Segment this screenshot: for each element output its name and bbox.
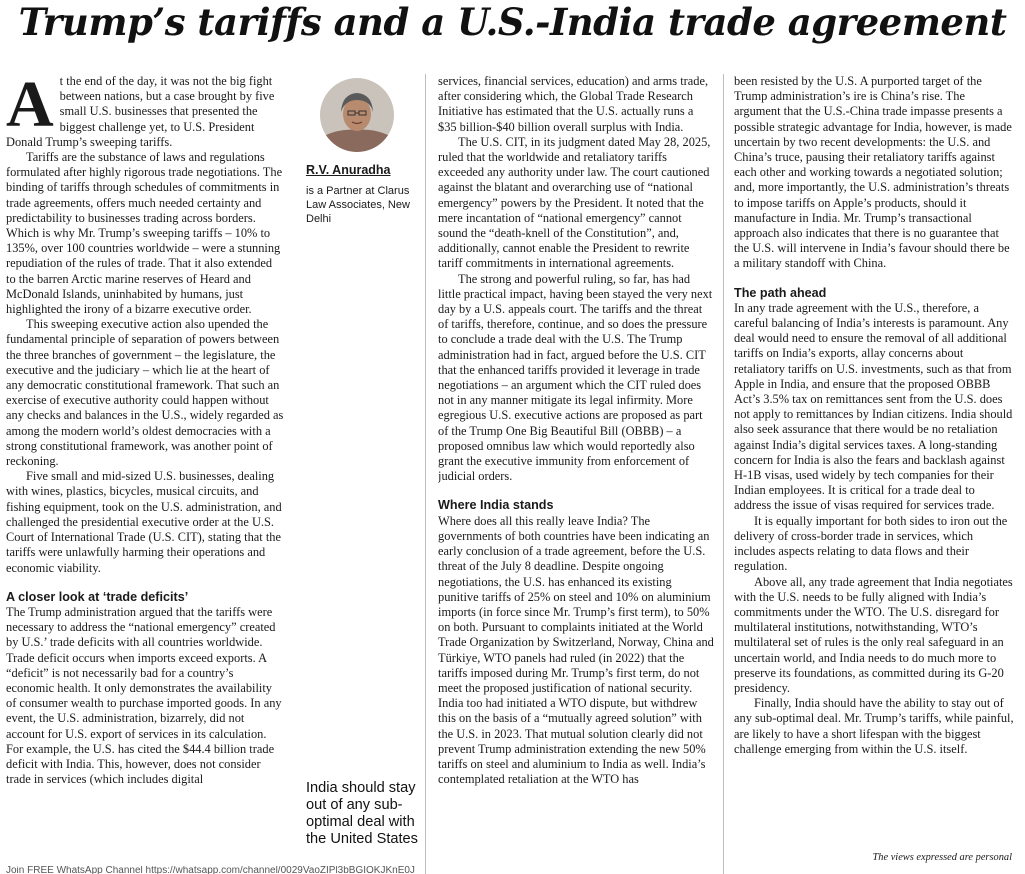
paragraph: The U.S. CIT, in its judgment dated May 28, 2025, ruled that the worldwide and retaliatory tariffs exceeded any authority under law. The court cautioned against the blatant and overarching use of “national emergency” powers by the President. It noted that the mere incantation of “national emergency” cannot sound the “death-knell of the Constitution”, and, additionally, cannot enable the President to rewrite tariff commitments in international agreements. (438, 134, 711, 271)
author-role: is a Partner at Clarus Law Associates, New Delhi (306, 185, 410, 225)
paragraph: It is equally important for both sides to iron out the delivery of cross-border trade in services, which includes aspects relating to data flows and their regulation. (734, 513, 1008, 574)
author-portrait (320, 78, 394, 152)
paragraph: In any trade agreement with the U.S., therefore, a careful balancing of India’s interests is paramount. Any deal would need to ensure the removal of all additional tariffs on India’s exports, allay concerns about retaliatory tariffs on U.S. investments, such as that from Apple in India, and ensure that the proposed OBBB Act’s 3.5% tax on remittances sent from the U.S. does not apply to remittances by Indian citizens. India should also seek assurance that there would be no retaliation against India’s digital services taxes. A long-standing concern for India is also the fears and backlash against H-1B visas, used widely by tech companies for their Indian employees. It is critical for a trade deal to address the issue of visas required for services trade. (734, 300, 1013, 513)
paragraph: Above all, any trade agreement that India negotiates with the U.S. needs to be fully aligned with India’s commitments under the WTO. The U.S. disregard for multilateral institutions, notwithstanding, WTO’s multilateral set of rules is the only real safeguard in an uncertain world, and India needs to do much more to preserve its foundations, as committed during its G-20 presidency. (734, 574, 1013, 695)
paragraph: Where does all this really leave India? The governments of both countries have been indicating an early conclusion of a trade agreement, before the U.S. threat of the July 8 deadline. Despite ongoing negotiations, the U.S. has enhanced its existing punitive tariffs of 25% on steel and 10% on aluminium imports (in force since Mr. Trump’s first term), to 50% on both. Pursuant to complaints initiated at the World Trade Organization by Switzerland, Norway, China and Türkiye, WTO panels had ruled (in 2022) that the tariffs imposed during Mr. Trump’s first term, do not meet the proposed justification of national security. India too had initiated a WTO dispute, but withdrew this on the basis of a “mutually agreed solution” with the U.S. in 2023. That mutual solution clearly did not prevent Trump administration extending the new 50% tariffs on steel and aluminium to India as well. India’s contemplated retaliation at the WTO has (438, 513, 714, 787)
paragraph: t the end of the day, it was not the big fight between nations, but a case brought by five small U.S. businesses that presented the biggest challenge yet, to U.S. President Donald Trump’s sweeping tariffs. (6, 74, 275, 149)
section-heading: A closer look at ‘trade deficits’ (6, 589, 189, 604)
headline: Trump’s tariffs and a U.S.-India trade agreement (18, 0, 1007, 44)
paragraph: Finally, India should have the ability to stay out of any sub-optimal deal. Mr. Trump’s tariffs, while painful, are likely to have a short lifespan with the biggest challenge emerging from within the U.S. itself. (734, 696, 1014, 756)
disclaimer-note: The views expressed are personal (872, 852, 1012, 863)
drop-cap: A (6, 74, 54, 141)
article-column-1 (6, 74, 284, 874)
article-column-3 (438, 74, 714, 874)
author-name: R.V. Anuradha (306, 163, 391, 177)
cropped-footer-link: Join FREE WhatsApp Channel https://whatsapp.com/channel/0029VaoZIPl3bBGIOKJKnE0J (6, 866, 415, 874)
column-divider (425, 74, 426, 874)
paragraph: services, financial services, education) and arms trade, after considering which, the Global Trade Research Initiative has estimated that the U.S. actually runs a $35 billion-$40 billion overall surplus with India. (438, 74, 709, 134)
paragraph: Tariffs are the substance of laws and regulations formulated after highly rigorous trade negotiations. The binding of tariffs through schedules of commitments in trade agreements, offers much needed certainty and predictability to businesses trading across borders. Which is why Mr. Trump’s sweeping tariffs – 10% to 135%, over 100 countries worldwide – were a stunning repudiation of the rules of trade. That it also extended to the barren Arctic marine reserves of Heard and McDonald Islands, uninhabited by humans, just highlighted the irony of a bizarre executive order. (6, 150, 283, 317)
article-column-4 (734, 74, 1014, 874)
paragraph: Five small and mid-sized U.S. businesses, dealing with wines, plastics, bicycles, musical circuits, and fishing equipment, took on the U.S. administration, and challenged the presidential executive order at the U.S. Court of International Trade (U.S. CIT), stating that the tariffs were unlawfully harming their operations and economic viability. (6, 469, 282, 575)
paragraph: This sweeping executive action also upended the fundamental principle of separation of powers between the three branches of government – the legislature, the executive and the judiciary – which lie at the heart of any democratic constitutional framework. That such an exercise of executive authority could happen without any checks and balances in the U.S., widely regarded as among the modern world’s oldest democracies with a strong constitutional framework, was another point of reckoning. (6, 317, 284, 469)
paragraph: been resisted by the U.S. A purported target of the Trump administration’s ire is China’s rise. The argument that the U.S.-China trade impasse presents a possible strategic advantage for India, however, is made uncertain by two recent developments: the U.S. and China’s truce, pausing their retaliatory tariffs against each other and working towards a negotiated solution; and, more importantly, the U.S. administration’s threats to impose tariffs on Apple’s products, should it manufacture in India. Mr. Trump’s transactional approach also indicates that there is no guarantee that the U.S. will intervene in India’s favour should there be a military standoff with China. (734, 74, 1012, 271)
paragraph: The Trump administration argued that the tariffs were necessary to address the “national emergency” created by U.S.’ trade deficits with all countries worldwide. Trade deficit occurs when imports exceed exports. A “deficit” is not necessarily bad for a country’s economic health. It only demonstrates the availability of consumer wealth to purchase imported goods. In any event, the U.S. administration, bizarrely, did not account for U.S. export of services in its calculation. For example, the U.S. has cited the $44.4 billion trade deficit with India. This, however, does not consider trade in services (which includes digital (6, 604, 282, 787)
pull-quote: India should stay out of any sub-optimal deal with the United States (306, 780, 418, 847)
paragraph: The strong and powerful ruling, so far, has had little practical impact, having been stayed the very next day by a U.S. appeals court. The tariffs and the threat of tariffs, therefore, continue, and so does the pressure to conclude a trade deal with the U.S. The Trump administration had in fact, argued before the U.S. CIT that the enhanced tariffs provided it leverage in trade negotiations – an argument which the CIT ruled does not in any manner mitigate its legal infirmity. More egregious U.S. executive actions are proposed as part of the Trump One Big Beautiful Bill (OBBB) – a proposed omnibus law which would reportedly also grant the executive immunity from enforcement of judicial orders. (438, 271, 713, 484)
column-divider (723, 74, 724, 874)
section-heading: The path ahead (734, 285, 827, 300)
section-heading: Where India stands (438, 498, 554, 513)
